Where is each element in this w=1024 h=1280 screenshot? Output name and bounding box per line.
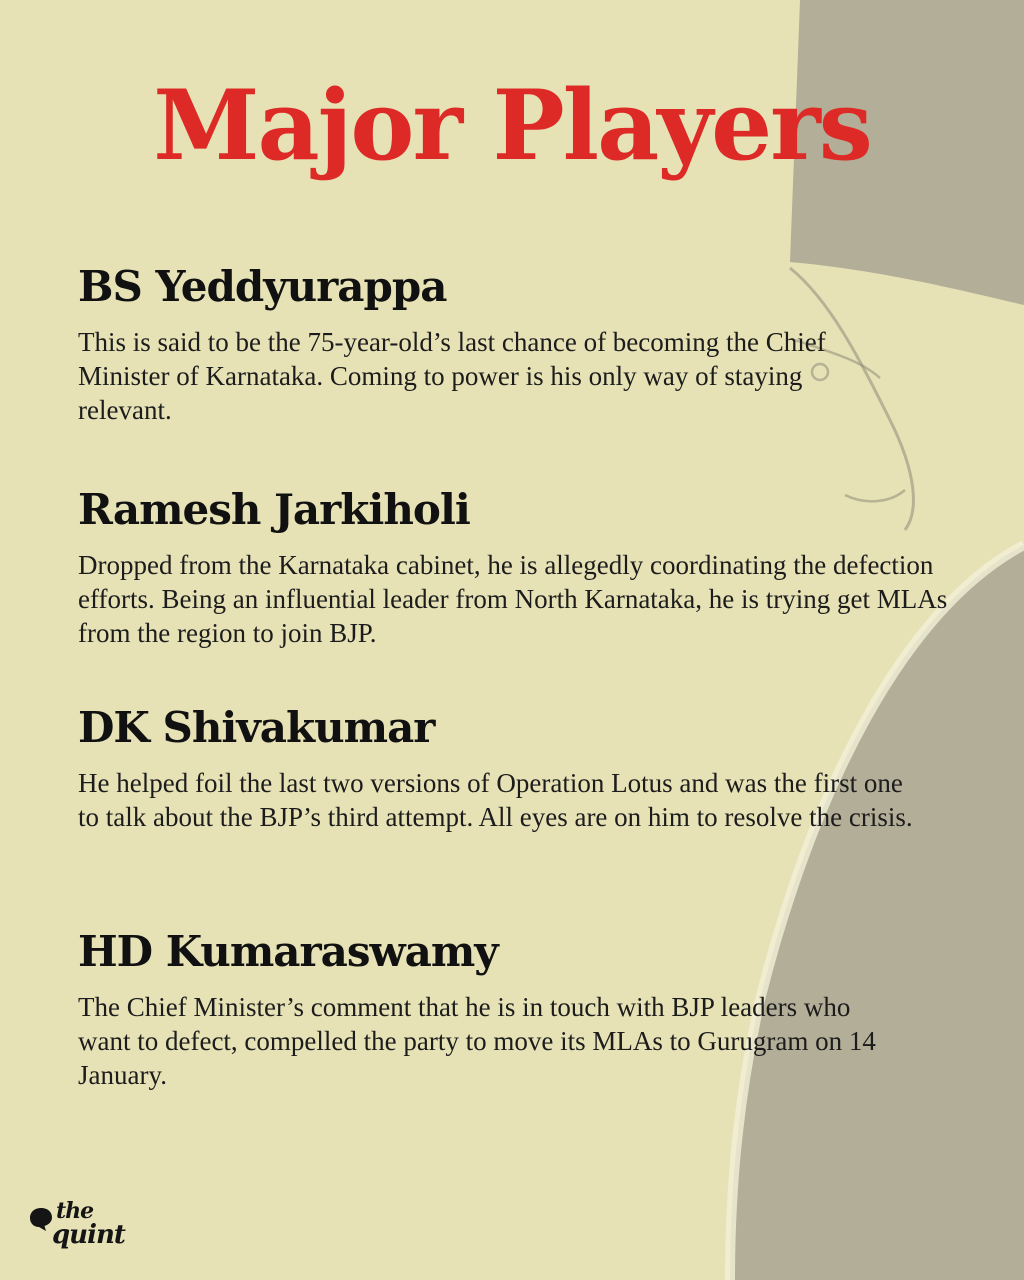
player-description: He helped foil the last two versions of Operation Lotus and was the first one to talk about the BJP’s third attempt. All eyes are on him to resolve the crisis. (78, 768, 913, 833)
player-description: This is said to be the 75-year-old’s last chance of becoming the Chief Minister of Karnataka. Coming to power is his only way of staying relevant. (78, 327, 826, 426)
player-name: HD Kumaraswamy (78, 927, 498, 976)
player-name: Ramesh Jarkiholi (78, 485, 470, 534)
player-shivakumar (78, 704, 978, 834)
player-kumaraswamy (78, 928, 978, 1092)
player-name: DK Shivakumar (78, 703, 435, 752)
speech-bubble-icon (28, 1206, 54, 1232)
the-quint-logo (22, 1198, 132, 1258)
page-title: Major Players (153, 69, 871, 182)
player-description: Dropped from the Karnataka cabinet, he is allegedly coordinating the defection efforts. Being an influential leader from North Karnataka, he is trying get MLAs from the region to join BJP. (78, 550, 948, 649)
player-description: The Chief Minister’s comment that he is in touch with BJP leaders who want to defect, compelled the party to move its MLAs to Gurugram on 14 January. (78, 992, 876, 1091)
player-name: BS Yeddyurappa (78, 262, 447, 311)
player-yeddyurappa (78, 263, 978, 427)
logo-word-quint: quint (52, 1220, 125, 1250)
player-jarkiholi (78, 486, 978, 650)
logo-word-the: the (56, 1198, 94, 1224)
